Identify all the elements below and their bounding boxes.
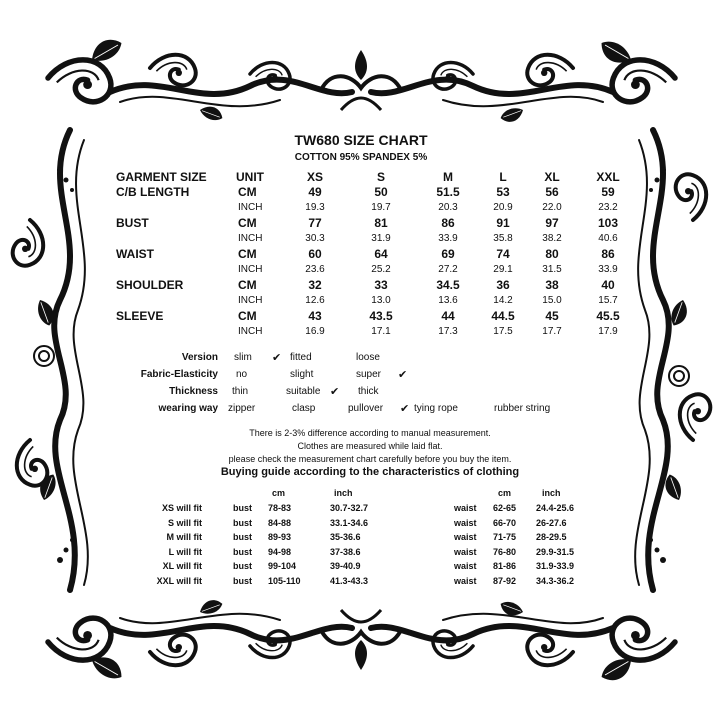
cm-value: 86 bbox=[601, 247, 615, 261]
cm-value: 36 bbox=[496, 278, 510, 292]
cm-value: 44.5 bbox=[491, 309, 515, 323]
cm-value: 103 bbox=[597, 216, 619, 230]
guide-header-cm: cm bbox=[272, 488, 286, 498]
table-header-cell: GARMENT SIZE bbox=[116, 170, 207, 184]
check-mark-icon: ✔ bbox=[400, 403, 410, 415]
bust-inch: 30.7-32.7 bbox=[330, 503, 369, 513]
cm-value: 81 bbox=[374, 216, 388, 230]
unit-inch: INCH bbox=[238, 202, 263, 213]
cm-value: 64 bbox=[374, 247, 388, 261]
waist-cm: 76-80 bbox=[493, 546, 517, 557]
cm-value: 45 bbox=[545, 309, 559, 323]
fit-size-label: M will fit bbox=[166, 532, 202, 542]
table-header-cell: XS bbox=[306, 170, 323, 184]
inch-value: 17.3 bbox=[438, 326, 458, 337]
waist-cm: 62-65 bbox=[493, 503, 517, 513]
unit-inch: INCH bbox=[238, 233, 263, 244]
inch-value: 25.2 bbox=[371, 264, 391, 275]
inch-value: 23.6 bbox=[305, 264, 325, 275]
waist-label: waist bbox=[454, 575, 477, 586]
waist-inch: 34.3-36.2 bbox=[536, 575, 575, 586]
bust-inch: 41.3-43.3 bbox=[330, 575, 369, 586]
waist-label: waist bbox=[454, 532, 477, 542]
inch-value: 17.5 bbox=[493, 326, 513, 337]
waist-inch: 26-27.6 bbox=[536, 517, 567, 528]
cm-value: 97 bbox=[545, 216, 559, 230]
attribute-option: zipper bbox=[228, 403, 256, 414]
table-header-cell: S bbox=[376, 170, 385, 184]
cm-value: 74 bbox=[496, 247, 510, 261]
note-line: There is 2-3% difference according to manual measurement. bbox=[249, 428, 491, 438]
bust-label: bust bbox=[233, 517, 252, 528]
inch-value: 17.9 bbox=[598, 326, 618, 337]
inch-value: 19.7 bbox=[371, 202, 391, 213]
attribute-option: thick bbox=[358, 386, 379, 397]
measurement-label: C/B LENGTH bbox=[116, 185, 190, 199]
attribute-label: wearing way bbox=[158, 403, 218, 414]
bust-cm: 99-104 bbox=[268, 561, 297, 571]
attribute-option: loose bbox=[356, 352, 380, 363]
inch-value: 22.0 bbox=[542, 202, 562, 213]
bust-cm: 105-110 bbox=[268, 575, 301, 586]
attribute-label: Version bbox=[181, 352, 218, 363]
cm-value: 69 bbox=[441, 247, 455, 261]
cm-value: 53 bbox=[496, 185, 510, 199]
guide-header-inch: inch bbox=[334, 488, 353, 498]
waist-cm: 81-86 bbox=[493, 561, 517, 571]
inch-value: 13.6 bbox=[438, 295, 458, 306]
check-mark-icon: ✔ bbox=[272, 352, 282, 364]
chart-title: TW680 SIZE CHART bbox=[294, 132, 428, 148]
attribute-option: rubber string bbox=[494, 403, 551, 414]
table-header-cell: M bbox=[443, 170, 453, 184]
measurement-label: SHOULDER bbox=[116, 278, 184, 292]
bust-label: bust bbox=[233, 575, 252, 586]
inch-value: 38.2 bbox=[542, 233, 562, 244]
table-header-cell: UNIT bbox=[236, 170, 264, 184]
cm-value: 60 bbox=[308, 247, 322, 261]
bust-label: bust bbox=[233, 561, 252, 571]
guide-header-inch: inch bbox=[542, 488, 561, 498]
bust-label: bust bbox=[233, 532, 252, 542]
attribute-option: no bbox=[236, 369, 248, 380]
waist-cm: 71-75 bbox=[493, 532, 517, 542]
cm-value: 49 bbox=[308, 185, 322, 199]
inch-value: 30.3 bbox=[305, 233, 325, 244]
cm-value: 50 bbox=[374, 185, 388, 199]
fit-size-label: XS will fit bbox=[161, 503, 202, 513]
inch-value: 12.6 bbox=[305, 295, 325, 306]
measurement-label: WAIST bbox=[116, 247, 154, 261]
bust-cm: 84-88 bbox=[268, 517, 292, 528]
cm-value: 45.5 bbox=[596, 309, 620, 323]
check-mark-icon: ✔ bbox=[398, 369, 408, 381]
cm-value: 77 bbox=[308, 216, 322, 230]
waist-inch: 24.4-25.6 bbox=[536, 503, 575, 513]
check-mark-icon: ✔ bbox=[330, 386, 340, 398]
note-line: please check the measurement chart carefully before you buy the item. bbox=[228, 454, 512, 464]
attribute-option: super bbox=[356, 369, 382, 380]
cm-value: 86 bbox=[441, 216, 455, 230]
cm-value: 59 bbox=[601, 185, 615, 199]
inch-value: 35.8 bbox=[493, 233, 513, 244]
waist-cm: 87-92 bbox=[493, 575, 517, 586]
attribute-option: thin bbox=[232, 386, 249, 397]
inch-value: 15.7 bbox=[598, 295, 618, 306]
bust-label: bust bbox=[233, 503, 252, 513]
unit-cm: CM bbox=[238, 309, 257, 323]
fabric-composition: COTTON 95% SPANDEX 5% bbox=[294, 152, 428, 163]
inch-value: 20.9 bbox=[493, 202, 513, 213]
waist-cm: 66-70 bbox=[493, 517, 517, 528]
inch-value: 23.2 bbox=[598, 202, 618, 213]
bust-cm: 94-98 bbox=[268, 546, 292, 557]
attribute-label: Thickness bbox=[169, 386, 218, 397]
inch-value: 31.9 bbox=[371, 233, 391, 244]
cm-value: 91 bbox=[496, 216, 510, 230]
inch-value: 13.0 bbox=[371, 295, 391, 306]
waist-label: waist bbox=[454, 561, 477, 571]
waist-inch: 29.9-31.5 bbox=[536, 546, 575, 557]
attribute-option: slim bbox=[234, 352, 252, 363]
attribute-option: slight bbox=[290, 369, 314, 380]
bust-inch: 39-40.9 bbox=[330, 561, 361, 571]
fit-size-label: XL will fit bbox=[162, 561, 202, 571]
unit-cm: CM bbox=[238, 247, 257, 261]
inch-value: 27.2 bbox=[438, 264, 458, 275]
cm-value: 34.5 bbox=[436, 278, 460, 292]
unit-inch: INCH bbox=[238, 264, 263, 275]
table-header-cell: XXL bbox=[596, 170, 620, 184]
inch-value: 33.9 bbox=[438, 233, 458, 244]
fit-size-label: S will fit bbox=[167, 517, 202, 528]
attribute-label: Fabric-Elasticity bbox=[140, 369, 218, 380]
bust-inch: 37-38.6 bbox=[330, 546, 361, 557]
waist-label: waist bbox=[454, 546, 477, 557]
attribute-option: suitable bbox=[286, 386, 321, 397]
cm-value: 43.5 bbox=[369, 309, 393, 323]
cm-value: 43 bbox=[308, 309, 322, 323]
inch-value: 14.2 bbox=[493, 295, 513, 306]
inch-value: 17.1 bbox=[371, 326, 391, 337]
waist-label: waist bbox=[454, 517, 477, 528]
attribute-option: tying rope bbox=[414, 403, 458, 414]
bust-inch: 35-36.6 bbox=[330, 532, 361, 542]
inch-value: 29.1 bbox=[493, 264, 513, 275]
waist-inch: 28-29.5 bbox=[536, 532, 567, 542]
bust-cm: 89-93 bbox=[268, 532, 292, 542]
fit-size-label: XXL will fit bbox=[156, 575, 202, 586]
bust-cm: 78-83 bbox=[268, 503, 292, 513]
table-header-cell: XL bbox=[544, 170, 560, 184]
cm-value: 51.5 bbox=[436, 185, 460, 199]
waist-label: waist bbox=[454, 503, 477, 513]
cm-value: 44 bbox=[441, 309, 455, 323]
attribute-option: clasp bbox=[292, 403, 316, 414]
unit-inch: INCH bbox=[238, 295, 263, 306]
inch-value: 20.3 bbox=[438, 202, 458, 213]
bust-label: bust bbox=[233, 546, 252, 557]
attribute-option: fitted bbox=[290, 352, 312, 363]
attribute-option: pullover bbox=[348, 403, 384, 414]
measurement-label: BUST bbox=[116, 216, 149, 230]
cm-value: 33 bbox=[374, 278, 388, 292]
unit-inch: INCH bbox=[238, 326, 263, 337]
waist-inch: 31.9-33.9 bbox=[536, 561, 575, 571]
cm-value: 80 bbox=[545, 247, 559, 261]
note-line: Clothes are measured while laid flat. bbox=[297, 441, 443, 451]
inch-value: 31.5 bbox=[542, 264, 562, 275]
fit-size-label: L will fit bbox=[168, 546, 202, 557]
cm-value: 56 bbox=[545, 185, 559, 199]
inch-value: 15.0 bbox=[542, 295, 562, 306]
unit-cm: CM bbox=[238, 185, 257, 199]
unit-cm: CM bbox=[238, 278, 257, 292]
cm-value: 32 bbox=[308, 278, 322, 292]
unit-cm: CM bbox=[238, 216, 257, 230]
inch-value: 16.9 bbox=[305, 326, 325, 337]
table-header-cell: L bbox=[499, 170, 507, 184]
cm-value: 40 bbox=[601, 278, 615, 292]
cm-value: 38 bbox=[545, 278, 559, 292]
inch-value: 40.6 bbox=[598, 233, 618, 244]
inch-value: 19.3 bbox=[305, 202, 325, 213]
inch-value: 17.7 bbox=[542, 326, 562, 337]
inch-value: 33.9 bbox=[598, 264, 618, 275]
measurement-label: SLEEVE bbox=[116, 309, 164, 323]
bust-inch: 33.1-34.6 bbox=[330, 517, 369, 528]
guide-header-cm: cm bbox=[498, 488, 512, 498]
buying-guide-title: Buying guide according to the characteristics of clothing bbox=[220, 466, 520, 478]
